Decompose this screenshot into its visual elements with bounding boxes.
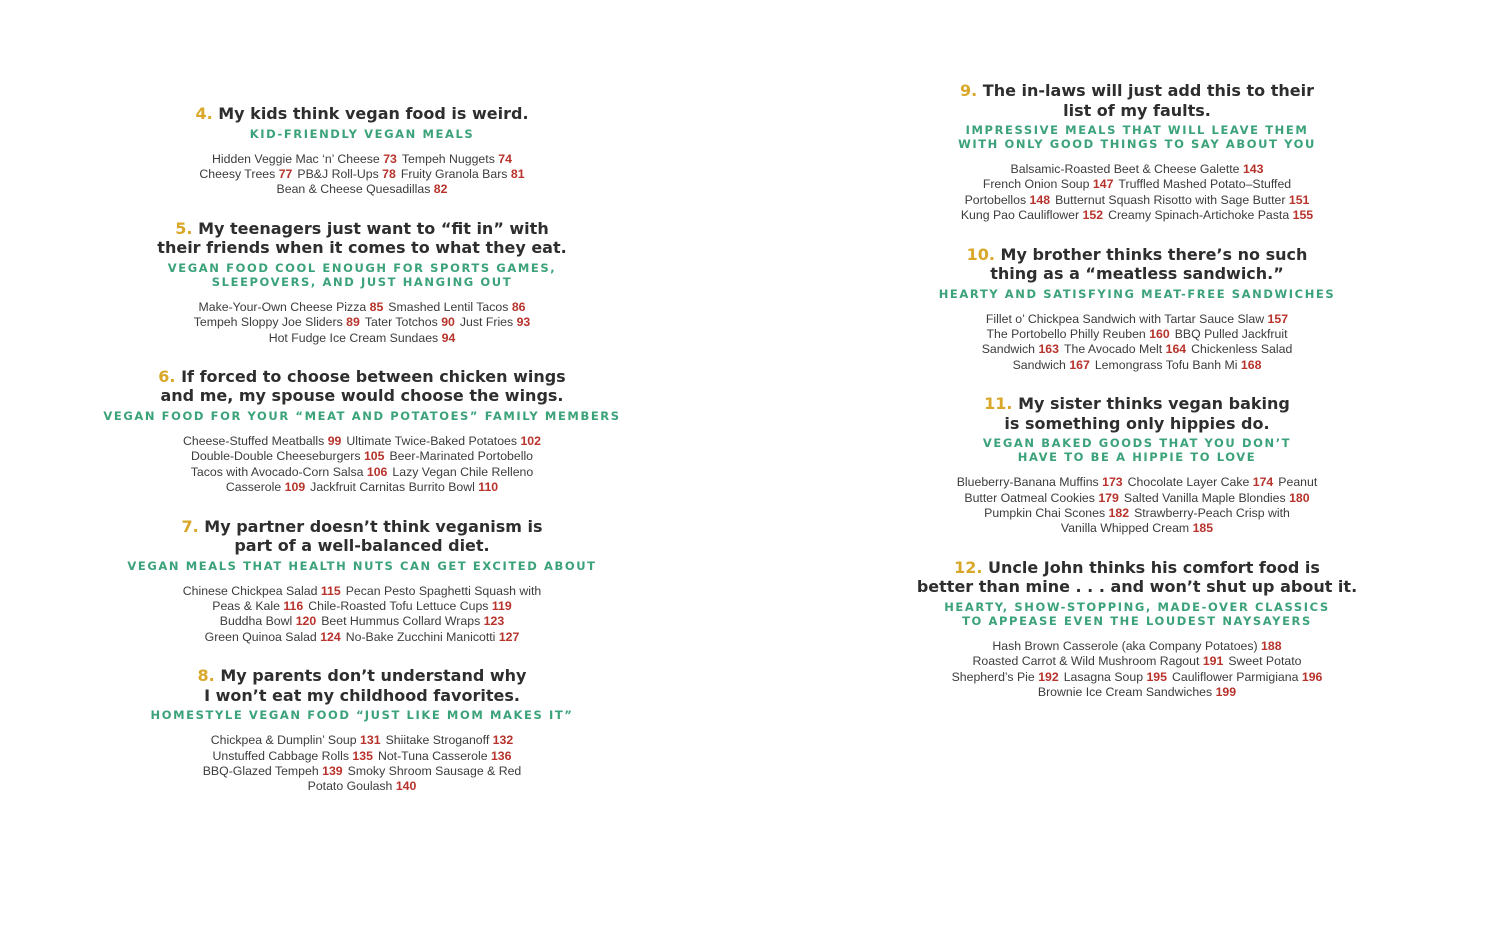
recipe-name: Green Quinoa Salad (204, 629, 317, 644)
recipe-name: Buddha Bowl (219, 614, 293, 629)
recipe-name: Not-Tuna Casserole (377, 748, 488, 763)
recipe-page-number: 105 (363, 449, 385, 464)
recipe-list (62, 584, 662, 646)
recipe-name: Make-Your-Own Cheese Pizza (198, 299, 367, 314)
recipe-page-number: 152 (1082, 208, 1104, 223)
recipe-line (837, 342, 1437, 357)
recipe-name: Ultimate Twice-Baked Potatoes (346, 433, 518, 448)
recipe-line (837, 193, 1437, 208)
recipe-name: Chickpea & Dumplin’ Soup (210, 733, 357, 748)
recipe-name: Fruity Granola Bars (400, 166, 508, 181)
recipe-name: Peanut (1278, 475, 1318, 490)
recipe-name: Cheese-Stuffed Meatballs (183, 433, 325, 448)
chapter-subtitle: VEGAN BAKED GOODS THAT YOU DON’T HAVE TO BE A HIPPIE TO LOVE (982, 436, 1292, 465)
chapter-heading (62, 219, 662, 258)
recipe-page-number: 196 (1301, 669, 1323, 684)
chapter-heading (837, 81, 1437, 120)
chapter-subtitle: IMPRESSIVE MEALS THAT WILL LEAVE THEM WITH ONLY GOOD THINGS TO SAY ABOUT YOU (958, 123, 1316, 151)
recipe-page-number: 131 (360, 733, 381, 748)
recipe-line (837, 162, 1437, 177)
recipe-page-number: 123 (483, 614, 505, 629)
chapter-section (837, 245, 1437, 374)
recipe-list (62, 434, 662, 496)
recipe-page-number: 143 (1242, 162, 1264, 176)
recipe-name: Hash Brown Casserole (aka Company Potatoes) (992, 638, 1258, 653)
chapter-number: 5. (175, 218, 193, 238)
recipe-name: BBQ Pulled Jackfruit (1174, 327, 1288, 342)
recipe-page-number: 82 (433, 182, 448, 197)
recipe-name: Vanilla Whipped Cream (1060, 521, 1190, 536)
recipe-line (62, 152, 662, 167)
recipe-name: Sandwich (981, 342, 1036, 357)
recipe-list (837, 312, 1437, 374)
recipe-name: Hidden Veggie Mac ‘n’ Cheese (212, 151, 380, 166)
recipe-list (62, 733, 662, 795)
recipe-line (62, 167, 662, 182)
recipe-page-number: 199 (1215, 685, 1237, 700)
recipe-name: Jackfruit Carnitas Burrito Bowl (310, 480, 475, 495)
recipe-page-number: 151 (1288, 192, 1310, 207)
recipe-line (62, 779, 662, 794)
recipe-page-number: 136 (490, 748, 512, 763)
recipe-page-number: 115 (320, 583, 341, 598)
recipe-name: Sweet Potato (1228, 654, 1302, 669)
recipe-line (62, 331, 662, 346)
recipe-line (837, 521, 1437, 536)
recipe-name: Just Fries (459, 315, 514, 330)
recipe-line (837, 358, 1437, 373)
recipe-page-number: 81 (510, 166, 525, 181)
recipe-page-number: 74 (498, 151, 512, 166)
recipe-page-number: 89 (346, 315, 360, 330)
chapter-heading (837, 245, 1437, 284)
chapter-title: My teenagers just want to “fit in” with their friends when it comes to what they eat. (157, 218, 567, 258)
recipe-page-number: 109 (284, 480, 306, 495)
recipe-line (62, 630, 662, 645)
recipe-page-number: 155 (1292, 208, 1314, 223)
recipe-page-number: 148 (1029, 192, 1051, 207)
recipe-name: Truffled Mashed Potato–Stuffed (1118, 177, 1292, 192)
chapter-heading (62, 517, 662, 556)
chapter-subtitle: HEARTY AND SATISFYING MEAT-FREE SANDWICHES (938, 286, 1336, 301)
chapter-title: My brother thinks there’s no such thing as a “meatless sandwich.” (990, 244, 1308, 284)
recipe-name: Brownie Ice Cream Sandwiches (1037, 685, 1213, 700)
recipe-page-number: 182 (1108, 506, 1130, 521)
recipe-name: Tater Totchos (364, 315, 438, 330)
recipe-page-number: 185 (1192, 521, 1214, 536)
recipe-page-number: 106 (366, 464, 388, 479)
recipe-line (837, 670, 1437, 685)
recipe-name: Lemongrass Tofu Banh Mi (1094, 357, 1238, 372)
recipe-name: Shepherd’s Pie (951, 669, 1035, 684)
recipe-name: Potato Goulash (307, 779, 393, 794)
chapter-title: The in-laws will just add this to their list of my faults. (982, 81, 1314, 120)
recipe-name: Pecan Pesto Spaghetti Squash with (345, 583, 542, 598)
recipe-name: PB&J Roll-Ups (297, 166, 379, 181)
recipe-list (837, 162, 1437, 224)
recipe-line (62, 584, 662, 599)
recipe-name: Tempeh Sloppy Joe Sliders (193, 315, 343, 330)
recipe-name: The Avocado Melt (1063, 342, 1163, 357)
recipe-page-number: 174 (1252, 475, 1274, 490)
recipe-line (837, 654, 1437, 669)
recipe-line (837, 312, 1437, 327)
recipe-page-number: 102 (520, 433, 541, 448)
recipe-name: Tempeh Nuggets (401, 151, 495, 166)
chapter-number: 12. (954, 557, 983, 577)
recipe-page-number: 86 (511, 299, 526, 314)
recipe-line (837, 475, 1437, 490)
recipe-page-number: 167 (1069, 357, 1090, 372)
recipe-name: Smoky Shroom Sausage & Red (347, 764, 522, 778)
chapter-title: My sister thinks vegan baking is something only hippies do. (1004, 394, 1290, 433)
chapter-title: My partner doesn’t think veganism is part of a well-balanced diet. (204, 516, 543, 556)
chapter-subtitle: VEGAN FOOD FOR YOUR “MEAT AND POTATOES” FAMILY MEMBERS (103, 408, 621, 423)
recipe-page-number: 124 (320, 629, 341, 644)
recipe-page-number: 192 (1038, 669, 1059, 684)
recipe-name: Peas & Kale (212, 598, 280, 613)
recipe-name: Chile-Roasted Tofu Lettuce Cups (308, 598, 489, 613)
chapter-heading (62, 104, 662, 124)
chapter-section (62, 219, 662, 346)
recipe-name: Roasted Carrot & Wild Mushroom Ragout (972, 654, 1200, 669)
chapter-section (62, 367, 662, 496)
chapter-heading (62, 367, 662, 406)
recipe-line (837, 208, 1437, 223)
recipe-page-number: 77 (278, 166, 293, 181)
chapter-section (62, 517, 662, 646)
recipe-line (62, 599, 662, 614)
recipe-list (62, 300, 662, 346)
recipe-line (837, 327, 1437, 342)
recipe-name: Cheesy Trees (199, 166, 276, 181)
recipe-page-number: 110 (478, 480, 499, 495)
recipe-name: Creamy Spinach-Artichoke Pasta (1108, 208, 1290, 223)
recipe-line (62, 614, 662, 629)
recipe-name: Pumpkin Chai Scones (984, 506, 1106, 521)
chapter-number: 9. (960, 81, 978, 100)
left-page (62, 104, 662, 816)
recipe-name: Bean & Cheese Quesadillas (276, 182, 431, 197)
recipe-name: Chinese Chickpea Salad (182, 583, 318, 598)
recipe-page-number: 132 (492, 733, 514, 748)
recipe-page-number: 157 (1267, 311, 1289, 326)
chapter-number: 10. (966, 244, 995, 264)
recipe-name: Casserole (225, 480, 282, 495)
chapter-section (837, 81, 1437, 224)
recipe-line (62, 434, 662, 449)
recipe-name: French Onion Soup (982, 177, 1090, 192)
recipe-page-number: 116 (283, 598, 304, 613)
recipe-page-number: 139 (322, 764, 343, 778)
recipe-page-number: 195 (1146, 669, 1167, 684)
recipe-name: Smashed Lentil Tacos (388, 299, 509, 314)
chapter-number: 6. (158, 366, 176, 386)
recipe-line (62, 182, 662, 197)
recipe-line (62, 315, 662, 330)
recipe-page-number: 120 (295, 614, 317, 629)
recipe-name: Cauliflower Parmigiana (1172, 669, 1299, 684)
recipe-page-number: 188 (1261, 638, 1282, 653)
recipe-list (62, 152, 662, 198)
recipe-name: Lasagna Soup (1063, 669, 1144, 684)
chapter-subtitle: VEGAN MEALS THAT HEALTH NUTS CAN GET EXCITED ABOUT (127, 558, 597, 573)
recipe-name: Shiitake Stroganoff (385, 733, 490, 748)
recipe-name: Tacos with Avocado-Corn Salsa (190, 464, 364, 479)
recipe-page-number: 90 (441, 315, 455, 330)
recipe-name: Beer-Marinated Portobello (389, 449, 534, 464)
recipe-name: Butter Oatmeal Cookies (964, 490, 1095, 505)
recipe-name: Strawberry-Peach Crisp with (1134, 506, 1290, 521)
recipe-name: Lazy Vegan Chile Relleno (392, 464, 534, 479)
recipe-page-number: 168 (1240, 357, 1262, 372)
recipe-line (62, 449, 662, 464)
recipe-name: The Portobello Philly Reuben (986, 327, 1146, 342)
recipe-name: No-Bake Zucchini Manicotti (345, 629, 496, 644)
chapter-subtitle: VEGAN FOOD COOL ENOUGH FOR SPORTS GAMES, SLEEPOVERS, AND JUST HANGING OUT (167, 260, 557, 289)
chapter-section (62, 104, 662, 198)
chapter-number: 8. (197, 666, 215, 686)
recipe-name: Sandwich (1012, 357, 1066, 372)
recipe-name: Chickenless Salad (1191, 342, 1293, 357)
chapter-number: 11. (984, 394, 1013, 414)
recipe-line (837, 685, 1437, 700)
recipe-name: Beet Hummus Collard Wraps (321, 614, 481, 629)
recipe-page-number: 179 (1098, 490, 1119, 505)
recipe-page-number: 160 (1149, 327, 1170, 342)
recipe-name: Blueberry-Banana Muffins (956, 475, 1099, 490)
recipe-name: BBQ-Glazed Tempeh (202, 764, 319, 778)
recipe-name: Chocolate Layer Cake (1127, 475, 1250, 490)
recipe-line (62, 764, 662, 779)
recipe-page-number: 180 (1289, 490, 1310, 505)
recipe-page-number: 164 (1165, 342, 1187, 357)
recipe-line (62, 465, 662, 480)
recipe-name: Portobellos (964, 192, 1027, 207)
chapter-title: My kids think vegan food is weird. (218, 104, 529, 123)
chapter-section (837, 558, 1437, 701)
chapter-number: 7. (181, 516, 199, 536)
recipe-name: Unstuffed Cabbage Rolls (212, 748, 349, 763)
recipe-page-number: 78 (382, 166, 396, 181)
recipe-name: Kung Pao Cauliflower (960, 208, 1080, 223)
chapter-title: My parents don’t understand why I won’t eat my childhood favorites. (204, 666, 527, 705)
recipe-name: Butternut Squash Risotto with Sage Butter (1055, 192, 1286, 207)
recipe-page-number: 173 (1102, 475, 1123, 490)
recipe-page-number: 140 (395, 779, 417, 794)
chapter-subtitle: HOMESTYLE VEGAN FOOD “JUST LIKE MOM MAKES IT” (150, 708, 574, 723)
recipe-list (837, 639, 1437, 701)
recipe-name: Fillet o’ Chickpea Sandwich with Tartar Sauce Slaw (985, 311, 1265, 326)
recipe-page-number: 99 (327, 433, 342, 448)
recipe-page-number: 127 (498, 629, 520, 644)
recipe-name: Balsamic-Roasted Beet & Cheese Galette (1010, 162, 1240, 176)
chapter-subtitle: HEARTY, SHOW-STOPPING, MADE-OVER CLASSICS TO APPEASE EVEN THE LOUDEST NAYSAYERS (944, 599, 1330, 628)
chapter-section (62, 666, 662, 795)
chapter-heading (837, 394, 1437, 433)
recipe-line (62, 749, 662, 764)
recipe-line (837, 506, 1437, 521)
recipe-name: Double-Double Cheeseburgers (190, 449, 361, 464)
recipe-page-number: 147 (1092, 177, 1114, 192)
chapter-heading (62, 666, 662, 705)
chapter-section (837, 394, 1437, 537)
recipe-page-number: 135 (352, 748, 373, 763)
recipe-line (837, 639, 1437, 654)
recipe-page-number: 163 (1038, 342, 1059, 357)
recipe-page-number: 119 (491, 598, 512, 613)
recipe-line (837, 177, 1437, 192)
recipe-list (837, 475, 1437, 537)
recipe-line (62, 733, 662, 748)
recipe-name: Hot Fudge Ice Cream Sundaes (268, 330, 439, 345)
recipe-page-number: 85 (369, 299, 384, 314)
chapter-subtitle: KID-FRIENDLY VEGAN MEALS (249, 126, 475, 141)
right-page (837, 81, 1437, 722)
recipe-page-number: 93 (516, 315, 531, 330)
recipe-name: Salted Vanilla Maple Blondies (1123, 490, 1286, 505)
recipe-page-number: 94 (441, 330, 456, 345)
recipe-line (62, 300, 662, 315)
recipe-page-number: 73 (383, 151, 397, 166)
recipe-page-number: 191 (1202, 654, 1224, 669)
chapter-title: If forced to choose between chicken wings and me, my spouse would choose the wings. (160, 366, 566, 406)
recipe-line (837, 491, 1437, 506)
chapter-number: 4. (195, 104, 213, 123)
chapter-heading (837, 558, 1437, 597)
chapter-title: Uncle John thinks his comfort food is better than mine . . . and won’t shut up about it. (916, 557, 1358, 597)
recipe-line (62, 480, 662, 495)
